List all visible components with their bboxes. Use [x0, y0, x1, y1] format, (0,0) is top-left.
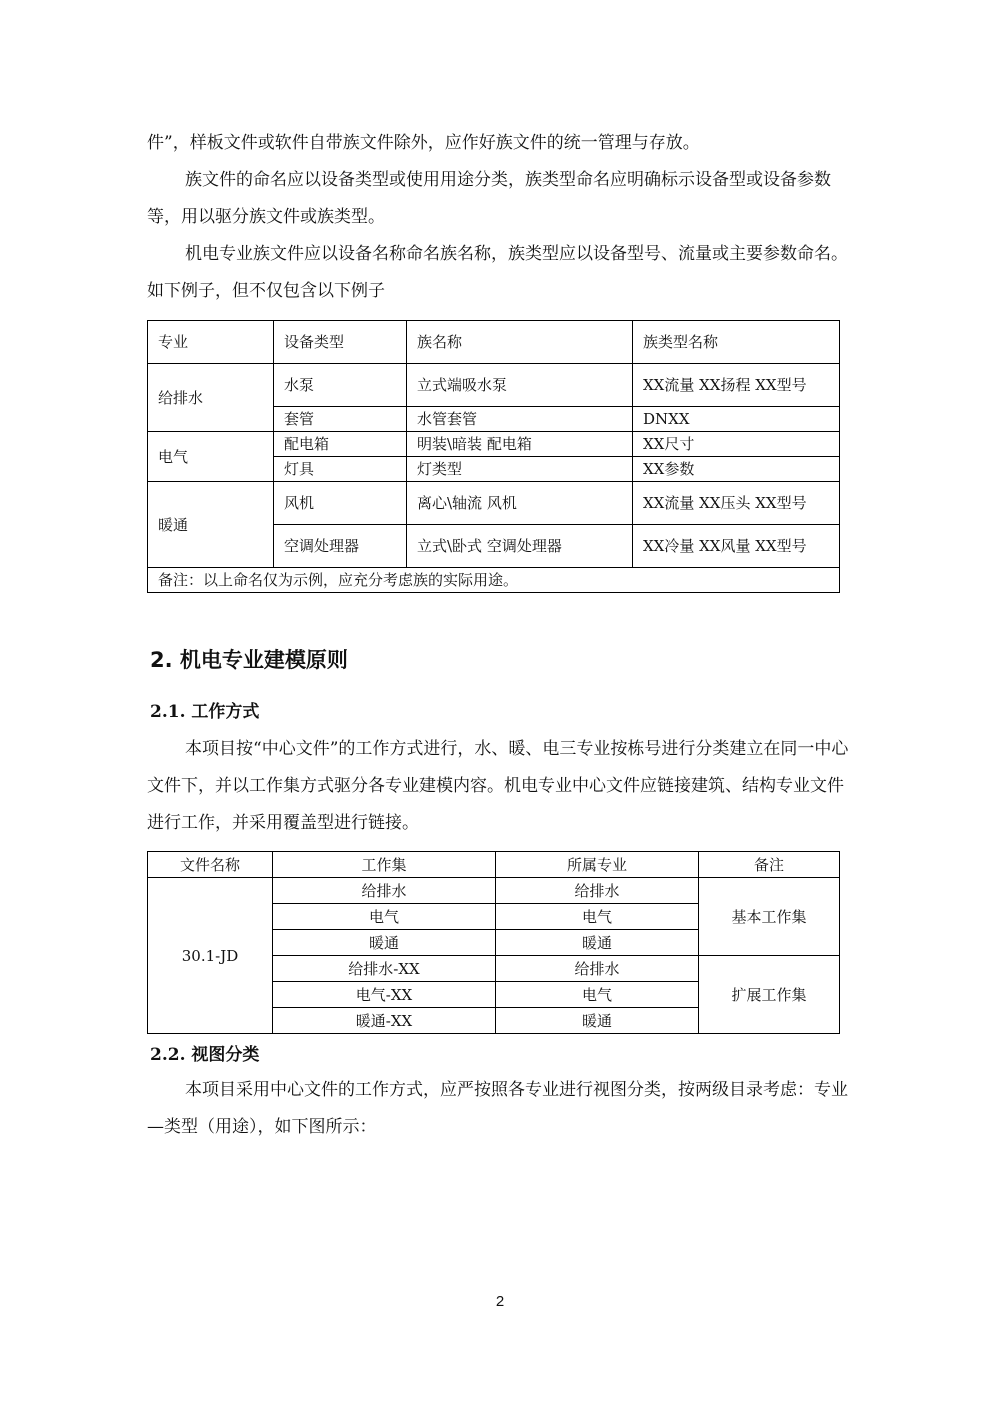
remark-cell: 基本工作集 [699, 878, 840, 956]
table-cell: 暖通-XX [273, 1008, 496, 1034]
table-cell: 空调处理器 [274, 525, 407, 568]
table-cell: 给排水-XX [273, 956, 496, 982]
table-cell: XX参数 [633, 457, 840, 482]
section-2-1-paragraph: 本项目按“中心文件”的工作方式进行，水、暖、电三专业按栋号进行分类建立在同一中心文件下，并以工作集方式驱分各专业建模内容。机电专业中心文件应链接建筑、结构专业文件进行工作，并采用覆盖型进行链接。 [147, 739, 849, 833]
paragraph-1: 件”，样板文件或软件自带族文件除外，应作好族文件的统一管理与存放。 [147, 133, 700, 153]
table-cell: XX冷量 XX风量 XX型号 [633, 525, 840, 568]
paragraph-3: 机电专业族文件应以设备名称命名族名称，族类型应以设备型号、流量或主要参数命名。如下例子，但不仅包含以下例子 [147, 244, 848, 301]
table-cell: 给排水 [273, 878, 496, 904]
table-header-cell: 专业 [148, 321, 274, 364]
table-cell: 水泵 [274, 364, 407, 407]
table-cell: 暖通 [496, 930, 699, 956]
table-header-cell: 族名称 [407, 321, 633, 364]
table-header-row [148, 321, 840, 364]
table-cell: 离心\轴流 风机 [407, 482, 633, 525]
table-cell: XX流量 XX压头 XX型号 [633, 482, 840, 525]
section-2-heading: 2. 机电专业建模原则 [150, 648, 348, 672]
table-header-row [148, 852, 840, 878]
discipline-cell: 给排水 [148, 364, 274, 432]
table-header-cell: 族类型名称 [633, 321, 840, 364]
table-header-cell: 文件名称 [148, 852, 273, 878]
table-note-row [148, 568, 840, 593]
table-cell: 风机 [274, 482, 407, 525]
table-cell: 立式\卧式 空调处理器 [407, 525, 633, 568]
table-cell: 暖通 [273, 930, 496, 956]
table-header-cell: 设备类型 [274, 321, 407, 364]
table-row [148, 878, 840, 904]
section-2-2-heading: 2.2. 视图分类 [150, 1045, 260, 1065]
table-cell: 电气 [273, 904, 496, 930]
table-row [148, 482, 840, 525]
table-cell: 套管 [274, 407, 407, 432]
table-header-cell: 备注 [699, 852, 840, 878]
table-cell: 水管套管 [407, 407, 633, 432]
table-row [148, 432, 840, 457]
table-cell: 电气 [496, 982, 699, 1008]
table-cell: XX流量 XX扬程 XX型号 [633, 364, 840, 407]
table-cell: 明装\暗装 配电箱 [407, 432, 633, 457]
table-cell: 配电箱 [274, 432, 407, 457]
table-cell: 立式端吸水泵 [407, 364, 633, 407]
table-cell: DNXX [633, 407, 840, 432]
remark-cell: 扩展工作集 [699, 956, 840, 1034]
page-number: 2 [495, 1293, 505, 1310]
section-2-2-paragraph: 本项目采用中心文件的工作方式，应严按照各专业进行视图分类，按两级目录考虑：专业—类型（用途），如下图所示： [147, 1080, 848, 1137]
workset-table [147, 851, 840, 1034]
section-2-1-heading: 2.1. 工作方式 [150, 702, 260, 722]
discipline-cell: 电气 [148, 432, 274, 482]
table-cell: 暖通 [496, 1008, 699, 1034]
file-name-cell: 30.1-JD [148, 878, 273, 1034]
table-header-cell: 所属专业 [496, 852, 699, 878]
table-cell: 灯具 [274, 457, 407, 482]
table-cell: 给排水 [496, 878, 699, 904]
paragraph-2: 族文件的命名应以设备类型或使用用途分类，族类型命名应明确标示设备型或设备参数等，用以驱分族文件或族类型。 [147, 170, 831, 227]
family-naming-table [147, 320, 840, 593]
table-cell: 灯类型 [407, 457, 633, 482]
discipline-cell: 暖通 [148, 482, 274, 568]
table-cell: 电气-XX [273, 982, 496, 1008]
table-cell: XX尺寸 [633, 432, 840, 457]
table-note: 备注：以上命名仅为示例，应充分考虑族的实际用途。 [148, 568, 840, 593]
table-header-cell: 工作集 [273, 852, 496, 878]
table-cell: 给排水 [496, 956, 699, 982]
table-row [148, 364, 840, 407]
table-cell: 电气 [496, 904, 699, 930]
